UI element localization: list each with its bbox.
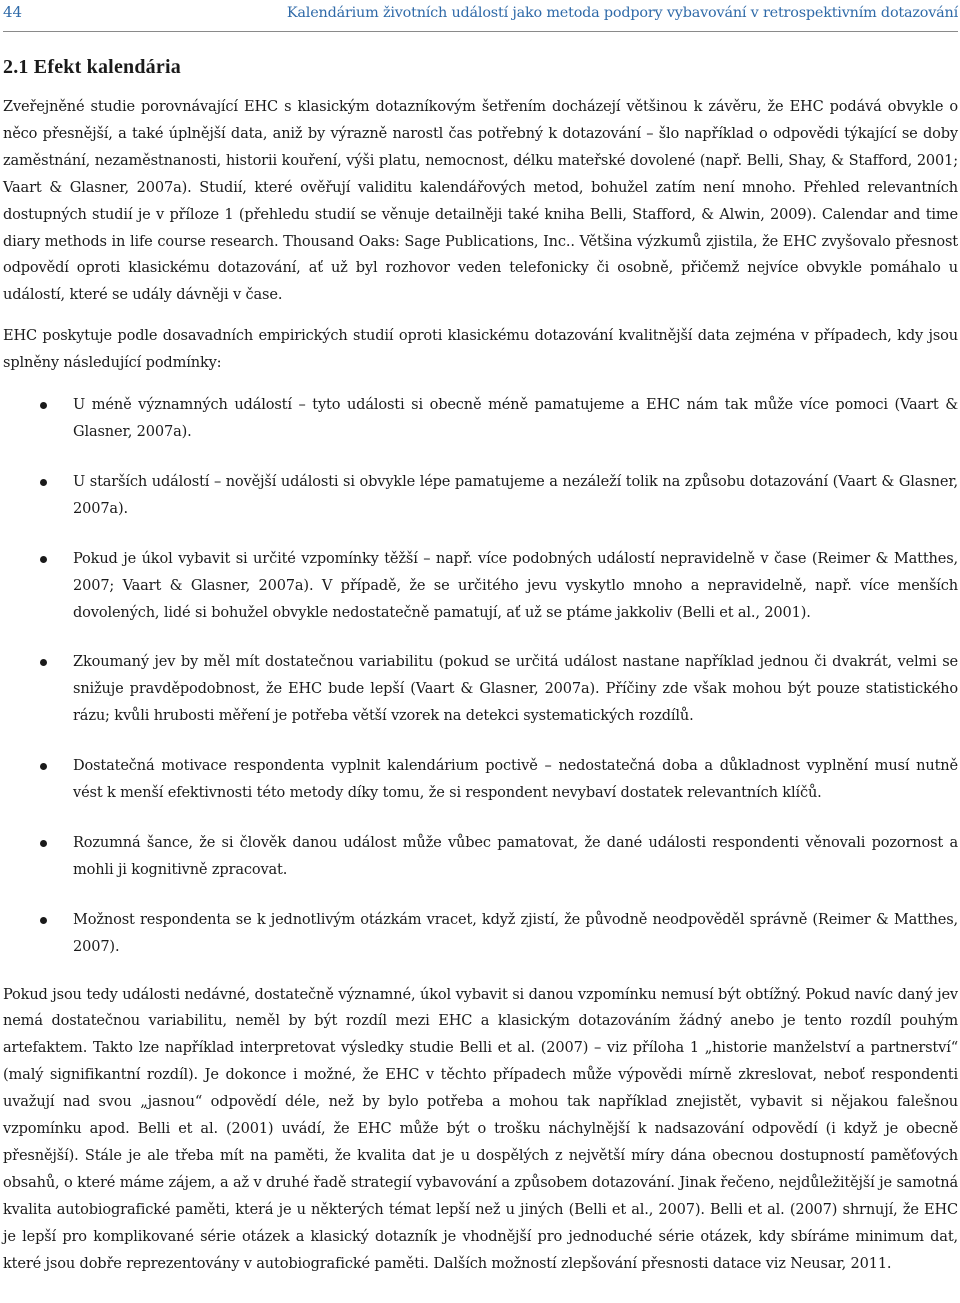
list-item-text: Rozumná šance, že si člověk danou událost může vůbec pamatovat, že dané události respondenti věnovali pozornost a mohli ji kognitivně zpracovat. (73, 833, 958, 878)
conditions-list (3, 392, 958, 961)
list-item (3, 469, 958, 523)
paragraph-intro: Zveřejněné studie porovnávající EHC s klasickým dotazníkovým šetřením docházejí většinou k závěru, že EHC podává obvykle o něco přesnější, a také úplnější data, aniž by výrazně narostl čas potřebný k dotazování – šlo například o odpovědi týkající se doby zaměstnání, nezaměstnanosti, historii kouření, výši platu, nemocnost, délku mateřské dovolené (např. Belli, Shay, & Stafford, 2001; Vaart & Glasner, 2007a). Studií, které ověřují validitu kalendářových metod, bohužel zatím není mnoho. Přehled relevantních dostupných studií je v příloze 1 (přehledu studií se věnuje detailněji také kniha Belli, Stafford, & Alwin, 2009). Calendar and time diary methods in life course research. Thousand Oaks: Sage Publications, Inc.. Většina výzkumů zjistila, že EHC zvyšovalo přesnost odpovědí oproti klasickému dotazování, ať už byl rozhovor veden telefonicky či osobně, přičemž nejvíce obvykle pomáhalo u událostí, které se udály dávněji v čase. (3, 98, 958, 304)
list-item-text: Dostatečná motivace respondenta vyplnit kalendárium poctivě – nedostatečná doba a důkladnost vyplnění musí nutně vést k menší efektivnosti této metody díky tomu, že si respondent nevybaví dostatek relevantních klíčů. (73, 757, 958, 802)
bullet-icon (40, 479, 47, 486)
paragraph-conditions-lead: EHC poskytuje podle dosavadních empirických studií oproti klasickému dotazování kvalitnější data zejména v případech, kdy jsou splněny následující podmínky: (3, 327, 958, 372)
list-item (3, 392, 958, 446)
bullet-icon (40, 556, 47, 563)
list-item-text: Možnost respondenta se k jednotlivým otázkám vracet, když zjistí, že původně neodpověděl správně (Reimer & Matthes, 2007). (73, 910, 958, 955)
paragraph-conclusion: Pokud jsou tedy události nedávné, dostatečně významné, úkol vybavit si danou vzpomínku nemusí být obtížný. Pokud navíc daný jev nemá dostatečnou variabilitu, neměl by být rozdíl mezi EHC a klasickým dotazováním žádný anebo je tento rozdíl pouhým artefaktem. Takto lze například interpretovat výsledky studie Belli et al. (2007) – viz příloha 1 „historie manželství a partnerství“ (malý signifikantní rozdíl). Je dokonce i možné, že EHC v těchto případech může výpovědi mírně zkreslovat, neboť respondenti uvažují nad svou „jasnou“ odpovědí déle, než by bylo potřeba a mohou tak například znejistět, vybavit si nějakou falešnou vzpomínku apod. Belli et al. (2001) uvádí, že EHC může být o trošku náchylnější k nadsazování odpovědí (i když je obecně přesnější). Stále je ale třeba mít na paměti, že kvalita dat je u dospělých z největší míry dána obecnou dostupností paměťových obsahů, o které máme zájem, a až v druhé řadě strategií vybavování a způsobem dotazování. Jinak řečeno, nejdůležitější je samotná kvalita autobiografické paměti, která je u některých témat lepší než u jiných (Belli et al., 2007). Belli et al. (2007) shrnují, že EHC je lepší pro komplikované série otázek a klasický dotazník je vhodnější pro jednoduché série otázek, kdy sbíráme minimum dat, které jsou dobře reprezentovány v autobiografické paměti. Dalších možností zlepšování přesnosti datace viz Neusar, 2011. (3, 985, 958, 1272)
bullet-icon (40, 917, 47, 924)
list-item (3, 649, 958, 730)
bullet-icon (40, 659, 47, 666)
list-item (3, 546, 958, 627)
list-item-text: Zkoumaný jev by měl mít dostatečnou variabilitu (pokud se určitá událost nastane například jednou či dvakrát, velmi se snižuje pravděpodobnost, že EHC bude lepší (Vaart & Glasner, 2007a). Příčiny zde však mohou být pouze statistického rázu; kvůli hrubosti měření je potřeba větší vzorek na detekci systematických rozdílů. (73, 653, 958, 725)
bullet-icon (40, 763, 47, 770)
bullet-icon (40, 402, 47, 409)
page-header (3, 0, 958, 32)
page-number: 44 (3, 3, 23, 21)
list-item (3, 830, 958, 884)
section-heading: 2.1 Efekt kalendária (3, 56, 181, 78)
list-item-text: U méně významných událostí – tyto události si obecně méně pamatujeme a EHC nám tak může více pomoci (Vaart & Glasner, 2007a). (73, 396, 958, 440)
list-item (3, 907, 958, 961)
list-item-text: U starších událostí – novější události si obvykle lépe pamatujeme a nezáleží tolik na způsobu dotazování (Vaart & Glasner, 2007a). (73, 472, 958, 517)
list-item (3, 753, 958, 807)
bullet-icon (40, 840, 47, 847)
running-title: Kalendárium životních událostí jako metoda podpory vybavování v retrospektivním dotazování (286, 5, 958, 21)
list-item-text: Pokud je úkol vybavit si určité vzpomínky těžší – např. více podobných událostí nepravidelně v čase (Reimer & Matthes, 2007; Vaart & Glasner, 2007a). V případě, že se určitého jevu vyskytlo mnoho a nepravidelně, např. více menších dovolených, lidé si bohužel obvykle nedostatečně pamatují, ať už se ptáme jakkoliv (Belli et al., 2001). (73, 549, 958, 621)
